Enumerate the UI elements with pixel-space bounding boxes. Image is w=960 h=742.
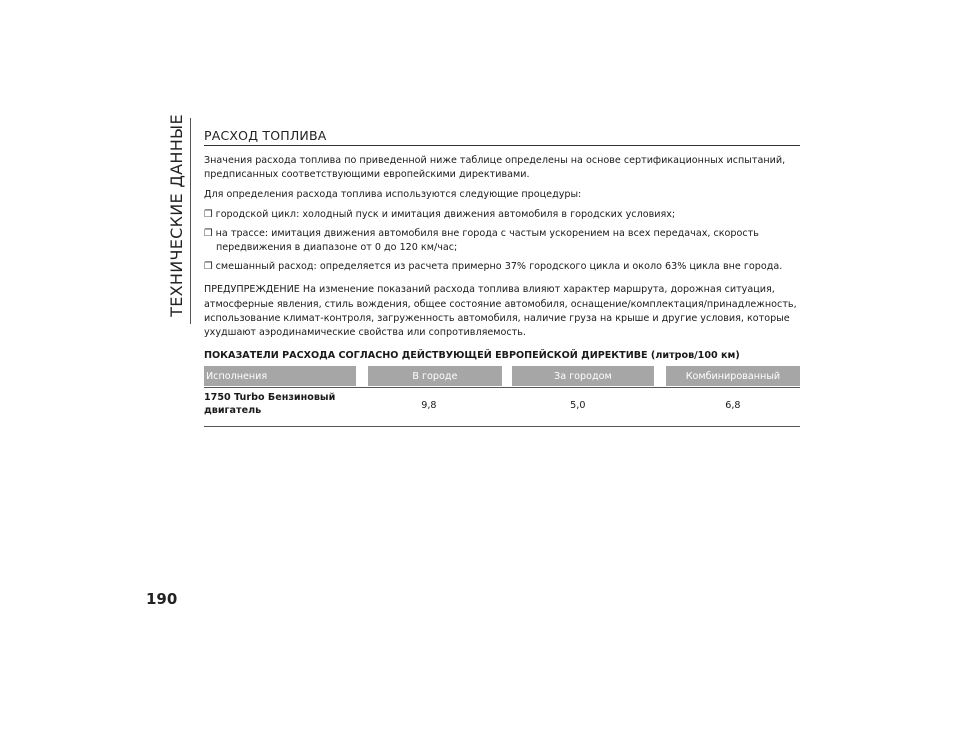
table-title: ПОКАЗАТЕЛИ РАСХОДА СОГЛАСНО ДЕЙСТВУЮЩЕЙ ЕВРОПЕЙСКОЙ ДИРЕКТИВЕ (литров/100 км) — [204, 350, 740, 362]
header-city: В городе — [368, 366, 502, 386]
table-row — [204, 388, 800, 427]
section-title: РАСХОД ТОПЛИВА — [204, 128, 800, 146]
intro-paragraph: Значения расхода топлива по приведенной ниже таблице определены на основе сертификационных испытаний, предписанных соответствующими европейскими директивами. — [204, 155, 786, 181]
page-number: 190 — [146, 590, 178, 608]
cell-combined: 6,8 — [725, 400, 741, 412]
page-content — [204, 128, 800, 427]
cell-version: 1750 Turbo Бензиновый двигатель — [204, 392, 336, 416]
table-header — [204, 366, 800, 386]
header-version: Исполнения — [204, 366, 356, 386]
header-combined: Комбинированный — [666, 366, 800, 386]
bullet-city-cycle: ❒ городской цикл: холодный пуск и имитация движения автомобиля в городских условиях; — [204, 208, 676, 220]
procedures-intro: Для определения расхода топлива используются следующие процедуры: — [204, 189, 582, 201]
bullet-combined-cycle: ❒ смешанный расход: определяется из расчета примерно 37% городского цикла и около 63% цикла вне города. — [204, 261, 783, 273]
cell-highway: 5,0 — [570, 400, 586, 412]
side-section-title-text: ТЕХНИЧЕСКИЕ ДАННЫЕ — [166, 113, 186, 317]
warning-paragraph: ПРЕДУПРЕЖДЕНИЕ На изменение показаний расхода топлива влияют характер маршрута, дорожная ситуация, атмосферные явления, стиль вождения, общее состояние автомобиля, оснащение/комплектация/принадлежность, использование климат-контроля, загруженность автомобиля, наличие груза на крыше и другие условия, которые ухудшают аэродинамические свойства или сопротивляемость. — [204, 284, 797, 339]
side-divider — [190, 118, 191, 324]
cell-city: 9,8 — [421, 400, 437, 412]
header-highway: За городом — [512, 366, 654, 386]
bullet-highway-cycle: ❒ на трассе: имитация движения автомобиля вне города с частым ускорением на всех передачах, скорость передвижения в диапазоне от 0 до 120 км/час; — [204, 227, 759, 254]
side-section-title — [163, 113, 189, 317]
